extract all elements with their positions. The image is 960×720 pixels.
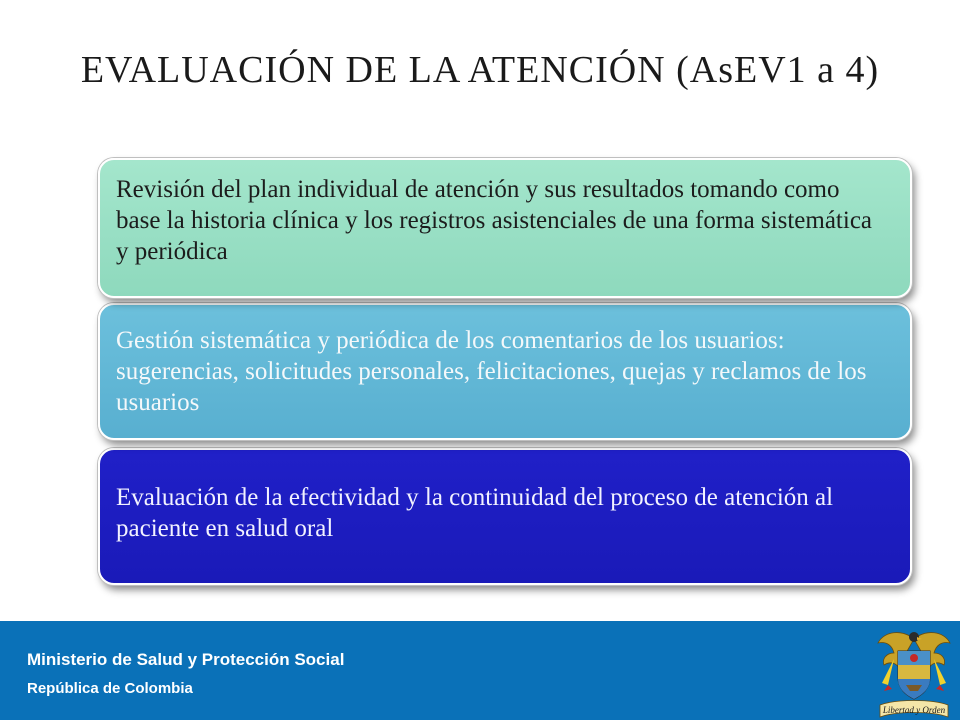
process-item-3: Evaluación de la efectividad y la continuidad del proceso de atención al paciente en salud oral (98, 448, 912, 585)
ministry-name: Ministerio de Salud y Protección Social (27, 650, 345, 669)
colombia-coat-of-arms-icon (872, 625, 956, 720)
footer-bar (0, 621, 960, 720)
crest-motto: Libertad y Orden (882, 705, 946, 715)
slide-title: EVALUACIÓN DE LA ATENCIÓN (AsEV1 a 4) (80, 49, 880, 91)
country-name: República de Colombia (27, 680, 193, 697)
process-item-1: Revisión del plan individual de atención y sus resultados tomando como base la historia clínica y los registros asistenciales de una forma sistemática y periódica (98, 158, 912, 298)
process-item-2: Gestión sistemática y periódica de los comentarios de los usuarios: sugerencias, solicitudes personales, felicitaciones, quejas y reclamos de los usuarios (98, 303, 912, 440)
